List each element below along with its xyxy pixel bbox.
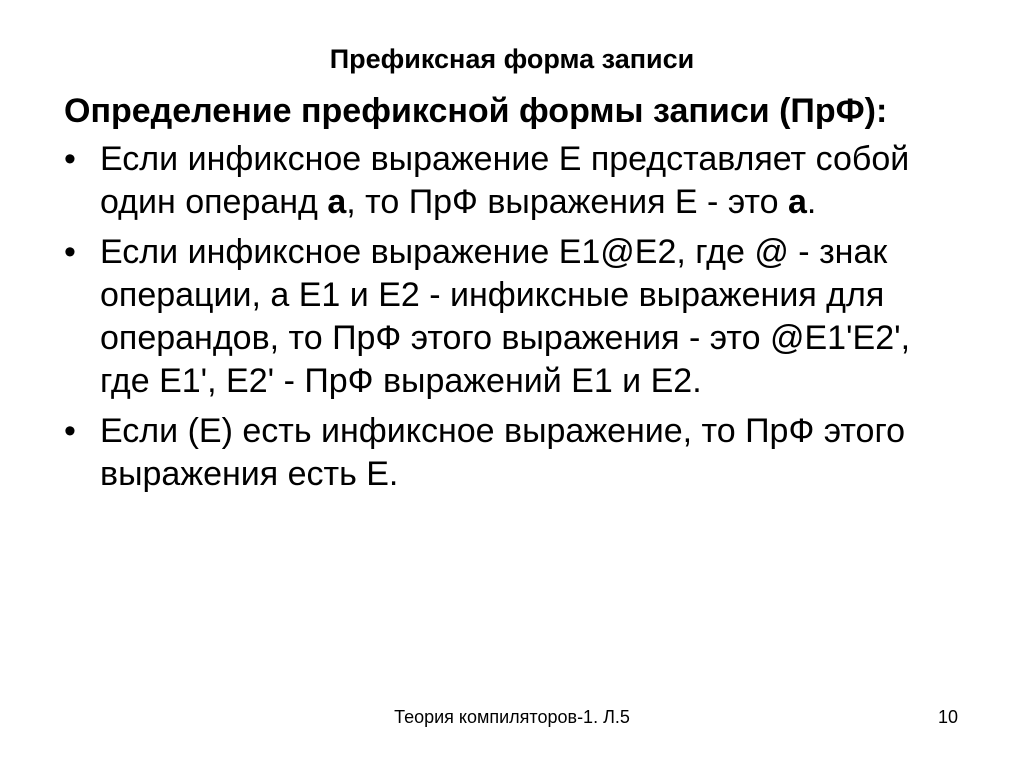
bullet-text: Если инфиксное выражение E представляет собой один операнд	[100, 140, 910, 221]
definition-heading: Определение префиксной формы записи (ПрФ):	[64, 92, 888, 130]
bullet-marker: •	[64, 233, 76, 271]
bullet-marker: •	[64, 412, 76, 450]
page-number: 10	[937, 707, 958, 727]
footer-caption: Теория компиляторов-1. Л.5	[394, 707, 630, 727]
bullet-text: .	[806, 183, 817, 221]
operand-a: a	[327, 183, 347, 221]
operand-a: a	[787, 183, 807, 221]
bullet-item-binary-operation	[64, 231, 964, 403]
bullet-text: Если (E) есть инфиксное выражение, то ПрФ этого выражения есть E.	[100, 412, 906, 493]
bullet-text: Если инфиксное выражение E1@E2, где @ - знак операции, а E1 и E2 - инфиксные выражения для операндов, то ПрФ этого выражения - это @E1'E2', где E1', E2' - ПрФ выражений E1 и E2.	[100, 233, 911, 400]
bullet-text: , то ПрФ выражения E - это	[346, 183, 788, 221]
bullet-list	[64, 138, 964, 496]
slide-title: Префиксная форма записи	[329, 44, 695, 74]
slide-content	[64, 90, 964, 503]
bullet-item-parenthesized	[64, 410, 964, 496]
bullet-item-single-operand	[64, 138, 964, 224]
bullet-marker: •	[64, 140, 76, 178]
